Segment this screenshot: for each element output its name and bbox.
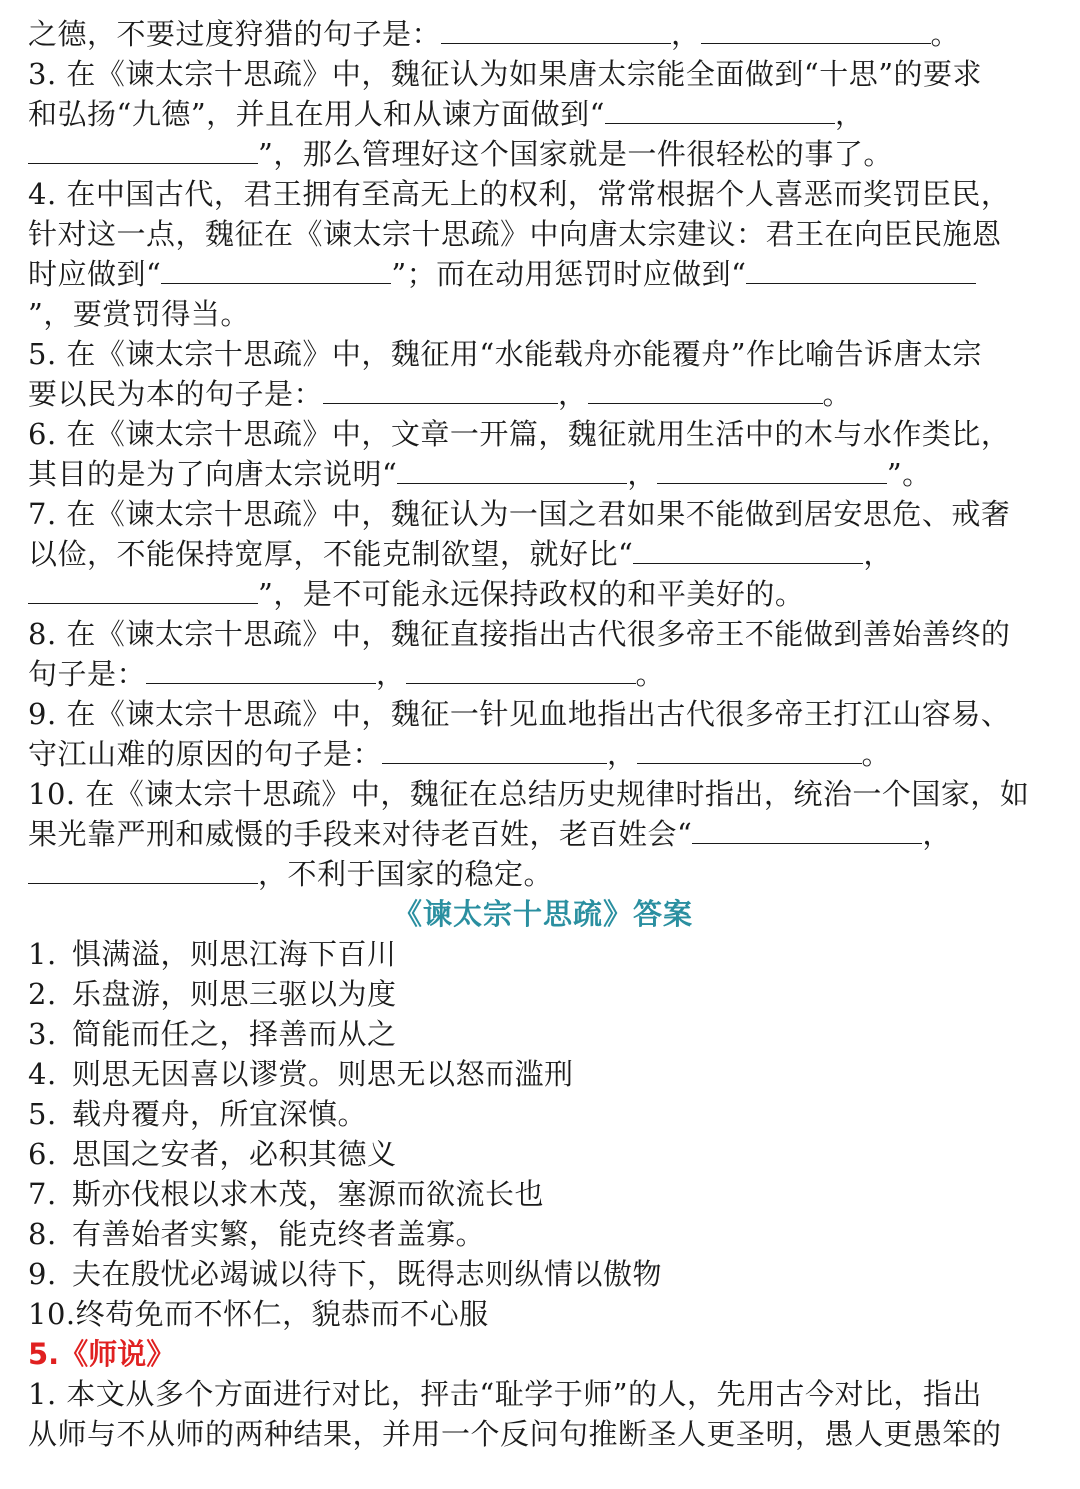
q4-line-4: ”，要赏罚得当。: [28, 297, 250, 331]
q8-line-1: 8. 在《谏太宗十思疏》中，魏征直接指出古代很多帝王不能做到善始善终的: [28, 617, 1011, 651]
answer-text: 载舟覆舟，所宜深慎。: [72, 1097, 368, 1131]
answer-number: 10.: [28, 1297, 76, 1331]
separator: ，: [376, 657, 406, 691]
section5-line-2: 从师与不从师的两种结果，并用一个反问句推断圣人更圣明，愚人更愚笨的: [28, 1417, 1002, 1451]
answer-text: 夫在殷忧必竭诚以待下，既得志则纵情以傲物: [72, 1257, 663, 1291]
q4-line-2: 针对这一点，魏征在《谏太宗十思疏》中向唐太宗建议：君王在向臣民施恩: [28, 217, 1002, 251]
answer-blank[interactable]: [746, 257, 976, 284]
q10-line-1: 10. 在《谏太宗十思疏》中，魏征在总结历史规律时指出，统治一个国家，如: [28, 777, 1030, 811]
answer-blank[interactable]: [692, 817, 922, 844]
answer-item: [28, 1054, 1058, 1094]
period: 。: [861, 737, 892, 771]
q2-line: [28, 14, 1058, 54]
section-heading: 5.《师说》: [28, 1337, 176, 1371]
separator: ，: [834, 97, 865, 131]
q10-text: 果光靠严刑和威慑的手段来对待老百姓，老百姓会“: [28, 817, 693, 851]
q5-text: 要以民为本的句子是：: [28, 377, 324, 411]
q4-line-1: 4. 在中国古代，君王拥有至高无上的权利，常常根据个人喜恶而奖罚臣民，: [28, 177, 1011, 211]
answer-number: 3.: [28, 1017, 57, 1051]
answer-text: 有善始者实繁，能克终者盖寡。: [72, 1217, 486, 1251]
q7-line-2: [28, 534, 1058, 574]
answer-text: 则思无因喜以谬赏。则思无以怒而滥刑: [72, 1057, 574, 1091]
answer-number: 1.: [28, 937, 57, 971]
period: 。: [635, 657, 666, 691]
q10-line-3: [28, 854, 1058, 894]
separator: ，: [922, 817, 952, 851]
answer-text: 终苟免而不怀仁，貌恭而不心服: [75, 1297, 489, 1331]
q3-text: 和弘扬“九德”，并且在用人和从谏方面做到“: [28, 97, 605, 131]
answer-text: 惧满溢，则思江海下百川: [72, 937, 397, 971]
q2-text: 之德，不要过度狩猎的句子是：: [28, 17, 442, 51]
q6-line-1: 6. 在《谏太宗十思疏》中，文章一开篇，魏征就用生活中的木与水作类比，: [28, 417, 1011, 451]
q5-line-1: 5. 在《谏太宗十思疏》中，魏征用“水能载舟亦能覆舟”作比喻告诉唐太宗: [28, 337, 983, 371]
q9-line-2: [28, 734, 1058, 774]
separator: ，: [607, 737, 637, 771]
q10-line-2: [28, 814, 1058, 854]
answer-blank[interactable]: [701, 17, 931, 44]
answer-blank[interactable]: [28, 137, 258, 164]
answer-blank[interactable]: [382, 737, 607, 764]
q8-line-2: [28, 654, 1058, 694]
answer-list: [28, 934, 1058, 1334]
answer-blank[interactable]: [637, 737, 862, 764]
period: 。: [822, 377, 853, 411]
q3-text: ”，那么管理好这个国家就是一件很轻松的事了。: [258, 137, 893, 171]
answer-item: [28, 974, 1058, 1014]
answer-text: 乐盘游，则思三驱以为度: [72, 977, 397, 1011]
answer-number: 9.: [28, 1257, 57, 1291]
answer-item: [28, 1254, 1058, 1294]
q3-line-1: 3. 在《谏太宗十思疏》中，魏征认为如果唐太宗能全面做到“十思”的要求: [28, 57, 983, 91]
answer-blank[interactable]: [28, 857, 258, 884]
q4-text: ”；而在动用惩罚时应做到“: [391, 257, 747, 291]
q6-text: 其目的是为了向唐太宗说明“: [28, 457, 398, 491]
answer-item: [28, 1214, 1058, 1254]
answer-blank[interactable]: [441, 17, 671, 44]
period: 。: [930, 17, 961, 51]
q9-text: 守江山难的原因的句子是：: [28, 737, 383, 771]
answers-title: 《谏太宗十思疏》答案: [392, 897, 693, 931]
separator: ，: [627, 457, 657, 491]
q7-line-3: [28, 574, 1058, 614]
answer-blank[interactable]: [633, 537, 863, 564]
answer-number: 2.: [28, 977, 57, 1011]
period: ”。: [886, 457, 932, 491]
q10-text: ，不利于国家的稳定。: [258, 857, 554, 891]
answer-blank[interactable]: [161, 257, 391, 284]
q7-line-1: 7. 在《谏太宗十思疏》中，魏征认为一国之君如果不能做到居安思危、戒奢: [28, 497, 1011, 531]
q5-line-2: [28, 374, 1058, 414]
answer-number: 6.: [28, 1137, 57, 1171]
q4-text: 时应做到“: [28, 257, 162, 291]
answer-text: 思国之安者，必积其德义: [72, 1137, 397, 1171]
q8-text: 句子是：: [28, 657, 147, 691]
answer-number: 4.: [28, 1057, 57, 1091]
q3-line-3: [28, 134, 1058, 174]
answer-blank[interactable]: [588, 377, 823, 404]
q6-line-2: [28, 454, 1058, 494]
answer-blank[interactable]: [146, 657, 376, 684]
answer-blank[interactable]: [657, 457, 887, 484]
section5-line-1: 1. 本文从多个方面进行对比，抨击“耻学于师”的人，先用古今对比，指出: [28, 1377, 983, 1411]
q3-line-2: [28, 94, 1058, 134]
answer-item: [28, 1294, 1058, 1334]
answer-item: [28, 1094, 1058, 1134]
answer-item: [28, 934, 1058, 974]
answer-number: 7.: [28, 1177, 57, 1211]
answer-blank[interactable]: [28, 577, 258, 604]
answer-item: [28, 1014, 1058, 1054]
separator: ，: [671, 17, 701, 51]
separator: ，: [558, 377, 588, 411]
answer-item: [28, 1174, 1058, 1214]
answer-blank[interactable]: [397, 457, 627, 484]
answer-number: 5.: [28, 1097, 57, 1131]
q4-line-3: [28, 254, 1058, 294]
separator: ，: [863, 537, 893, 571]
q7-text: ”，是不可能永远保持政权的和平美好的。: [258, 577, 805, 611]
answer-number: 8.: [28, 1217, 57, 1251]
answer-blank[interactable]: [323, 377, 558, 404]
q9-line-1: 9. 在《谏太宗十思疏》中，魏征一针见血地指出古代很多帝王打江山容易、: [28, 697, 1011, 731]
answer-item: [28, 1134, 1058, 1174]
answer-blank[interactable]: [605, 97, 835, 124]
answer-text: 斯亦伐根以求木茂，塞源而欲流长也: [72, 1177, 545, 1211]
answer-text: 简能而任之，择善而从之: [72, 1017, 397, 1051]
answer-blank[interactable]: [406, 657, 636, 684]
q7-text: 以俭，不能保持宽厚，不能克制欲望，就好比“: [28, 537, 634, 571]
